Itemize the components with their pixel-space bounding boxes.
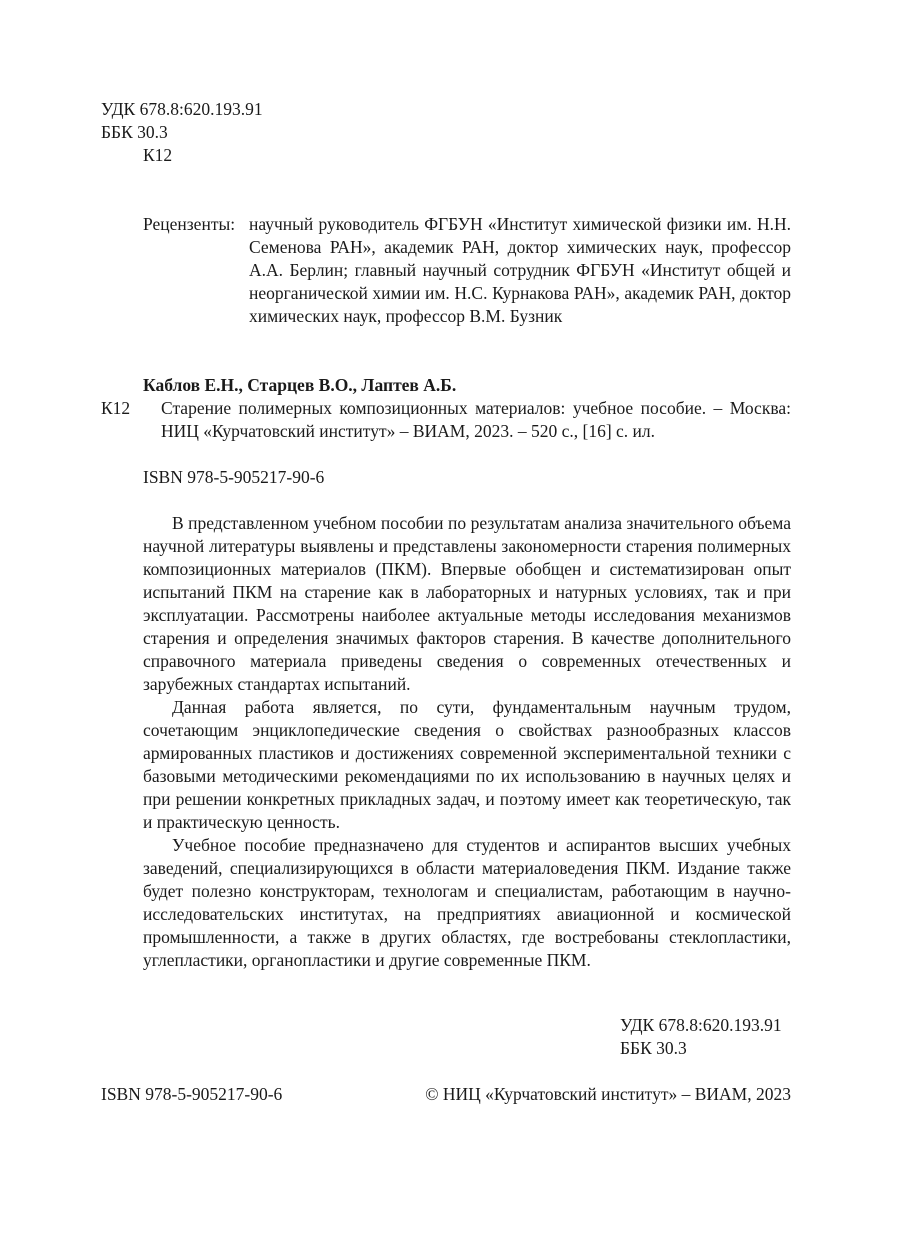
reviewers-text: научный руководитель ФГБУН «Институт химической физики им. Н.Н. Семенова РАН», академик РАН, доктор химических наук, профессор А.А. Берлин; главный научный сотрудник ФГБУН «Институт общей и неорганической химии им. Н.С. Курнакова РАН», академик РАН, доктор химических наук, профессор В.М. Бузник [249, 214, 791, 326]
footer-udk-code: УДК 678.8:620.193.91 [620, 1015, 782, 1035]
book-isbn: ISBN 978-5-905217-90-6 [143, 467, 325, 487]
book-description: Старение полимерных композиционных материалов: учебное пособие. – Москва: НИЦ «Курчатовский институт» – ВИАМ, 2023. – 520 с., [16] с. ил. [161, 398, 791, 441]
abstract-paragraph-2: Данная работа является, по сути, фундаментальным научным трудом, сочетающим энциклопедические сведения о свойствах разнообразных классов армированных пластиков и достижениях современной экспериментальной техники с базовыми методическими рекомендациями по их использованию в научных целях и при решении конкретных прикладных задач, и поэтому имеет как теоретическую, так и практическую ценность. [143, 697, 791, 832]
udk-code: УДК 678.8:620.193.91 [101, 99, 263, 119]
copyright: © НИЦ «Курчатовский институт» – ВИАМ, 2023 [425, 1084, 791, 1104]
abstract-paragraph-1: В представленном учебном пособии по результатам анализа значительного объема научной литературы выявлены и представлены закономерности старения полимерных композиционных материалов (ПКМ). Впервые обобщен и систематизирован опыт испытаний ПКМ на старение как в лабораторных и натурных условиях, так и при эксплуатации. Рассмотрены наиболее актуальные методы исследования механизмов старения и определения значимых факторов старения. В качестве дополнительного справочного материала приведены сведения о современных отечественных и зарубежных стандартах испытаний. [143, 513, 791, 694]
book-mark: К12 [101, 398, 131, 418]
footer-bbk-code: ББК 30.3 [620, 1038, 687, 1058]
author-mark: К12 [143, 145, 173, 165]
bbk-code: ББК 30.3 [101, 122, 168, 142]
abstract [143, 512, 791, 972]
abstract-paragraph-3: Учебное пособие предназначено для студентов и аспирантов высших учебных заведений, специализирующихся в области материаловедения ПКМ. Издание также будет полезно конструкторам, технологам и специалистам, работающим в научно-исследовательских институтах, на предприятиях авиационной и космической промышленности, а также в других областях, где востребованы стеклопластики, углепластики, органопластики и другие современные ПКМ. [143, 835, 791, 970]
reviewers-label: Рецензенты: [143, 214, 236, 234]
footer-isbn: ISBN 978-5-905217-90-6 [101, 1084, 283, 1104]
book-authors: Каблов Е.Н., Старцев В.О., Лаптев А.Б. [143, 375, 457, 395]
